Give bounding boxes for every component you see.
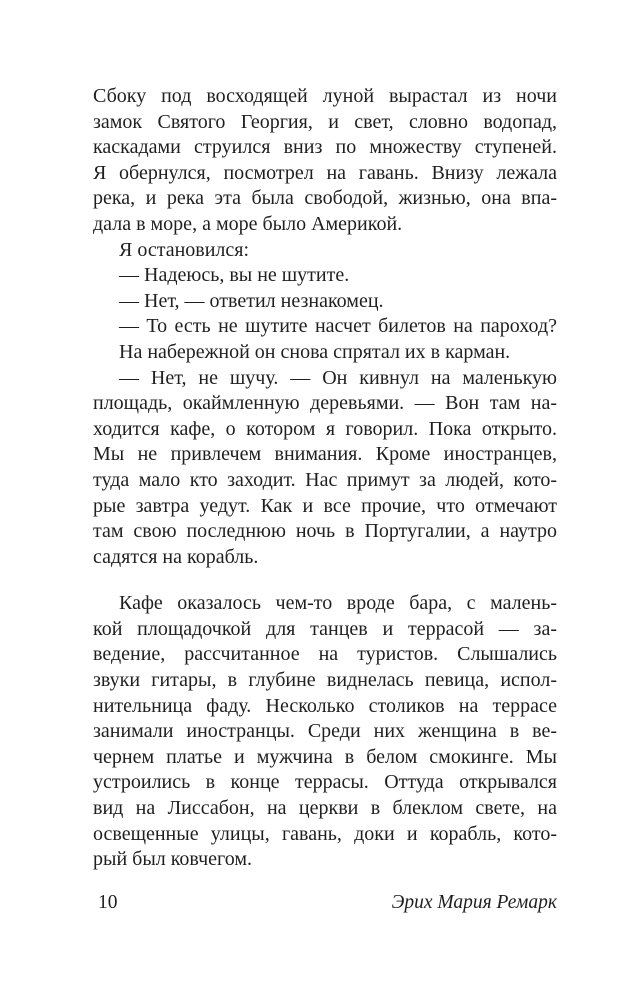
paragraph (93, 314, 557, 340)
text-line: Кафе оказалось чем-то вроде бара, с малень- (119, 592, 557, 615)
text-line: дала в море, а море было Америкой. (93, 212, 403, 235)
page-number: 10 (98, 892, 118, 913)
text-line: освещенные улицы, гавань, доки и корабль, кото- (93, 822, 557, 845)
text-line: рые завтра уедут. Как и все прочие, что отмечают (93, 494, 557, 517)
text-line: там свою последнюю ночь в Португалии, а наутро (93, 520, 557, 543)
text-line: звуки гитары, в глубине виднелась певица, испол- (93, 669, 557, 692)
text-line: площадь, окаймленную деревьями. — Вон там на- (93, 392, 557, 415)
paragraph (93, 366, 557, 571)
text-line: вид на Лиссабон, на церкви в блеклом свете, на (93, 797, 557, 820)
paragraph (93, 340, 557, 366)
text-line: ведение, рассчитанное на туристов. Слышались (93, 643, 557, 666)
text-line: туда мало кто заходит. Нас примут за людей, кото- (93, 468, 557, 491)
text-line: Я обернулся, посмотрел на гавань. Внизу лежала (93, 161, 557, 184)
text-line: Сбоку под восходящей луной вырастал из ночи (93, 85, 557, 107)
text-line: нительница фаду. Несколько столиков на террасе (93, 694, 557, 717)
text-line: рый был ковчегом. (93, 848, 253, 871)
text-line: — Нет, — ответил незнакомец. (119, 289, 384, 312)
text-line: Мы не привлечем внимания. Кроме иностранцев, (93, 443, 557, 466)
text-line: кой площадочкой для танцев и террасой — за- (93, 617, 557, 640)
text-line: — Надеюсь, вы не шутите. (119, 264, 350, 287)
text-line: река, и река эта была свободой, жизнью, она впа- (93, 187, 557, 210)
text-line: садятся на корабль. (93, 545, 259, 568)
text-line: На набережной он снова спрятал их в карман. (119, 340, 511, 363)
body-text (93, 84, 557, 873)
text-line: чернем платье и мужчина в белом смокинге. Мы (93, 745, 557, 768)
paragraph (93, 238, 557, 264)
text-line: — То есть не шутите насчет билетов на пароход? (119, 315, 557, 338)
text-line: устроились в конце террасы. Оттуда открывался (93, 771, 557, 794)
text-line: занимали иностранцы. Среди них женщина в ве- (93, 720, 557, 743)
text-line: — Нет, не шучу. — Он кивнул на маленькую (119, 366, 557, 389)
text-line: Я остановился: (119, 238, 250, 261)
paragraph (93, 591, 557, 873)
text-line: ходится кафе, о котором я говорил. Пока открыто. (93, 417, 557, 440)
paragraph (93, 84, 557, 238)
running-title: Эрих Мария Ремарк (391, 892, 557, 913)
text-line: замок Святого Георгия, и свет, словно водопад, (93, 110, 557, 133)
page-footer (93, 892, 557, 914)
paragraph (93, 263, 557, 289)
paragraph (93, 289, 557, 315)
text-line: каскадами струился вниз по множеству ступеней. (93, 136, 557, 159)
